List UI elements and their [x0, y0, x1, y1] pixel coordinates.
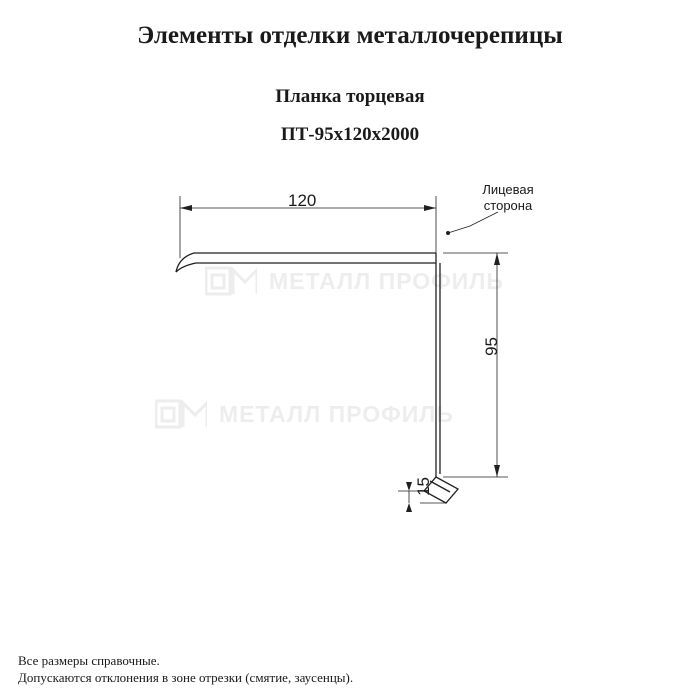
arrow-95-top	[494, 253, 500, 265]
leader-dot-face-side	[446, 231, 450, 235]
arrow-120-left	[180, 205, 192, 211]
arrow-120-right	[424, 205, 436, 211]
page-title: Элементы отделки металлочерепицы	[137, 22, 563, 49]
dimension-label-width: 120	[288, 191, 317, 210]
dimension-label-height: 95	[482, 337, 501, 356]
arrow-15-top	[406, 482, 412, 491]
footer-note-1: Все размеры справочные.	[18, 653, 160, 668]
footer-notes	[18, 652, 353, 686]
dimension-label-lip: 15	[414, 477, 433, 496]
watermark-text: МЕТАЛЛ ПРОФИЛЬ	[219, 401, 454, 427]
watermark-text: МЕТАЛЛ ПРОФИЛЬ	[269, 268, 504, 294]
arrow-15-bottom	[406, 503, 412, 512]
product-name: Планка торцевая	[275, 86, 425, 107]
product-code: ПТ-95х120х2000	[280, 124, 420, 145]
arrow-95-bottom	[494, 465, 500, 477]
profile-top-inner-edge	[176, 263, 436, 272]
face-side-label: Лицевая сторона	[482, 182, 534, 213]
leader-line-face-side	[448, 212, 498, 233]
footer-note-2: Допускаются отклонения в зоне отрезки (смятие, заусенцы).	[18, 670, 354, 685]
